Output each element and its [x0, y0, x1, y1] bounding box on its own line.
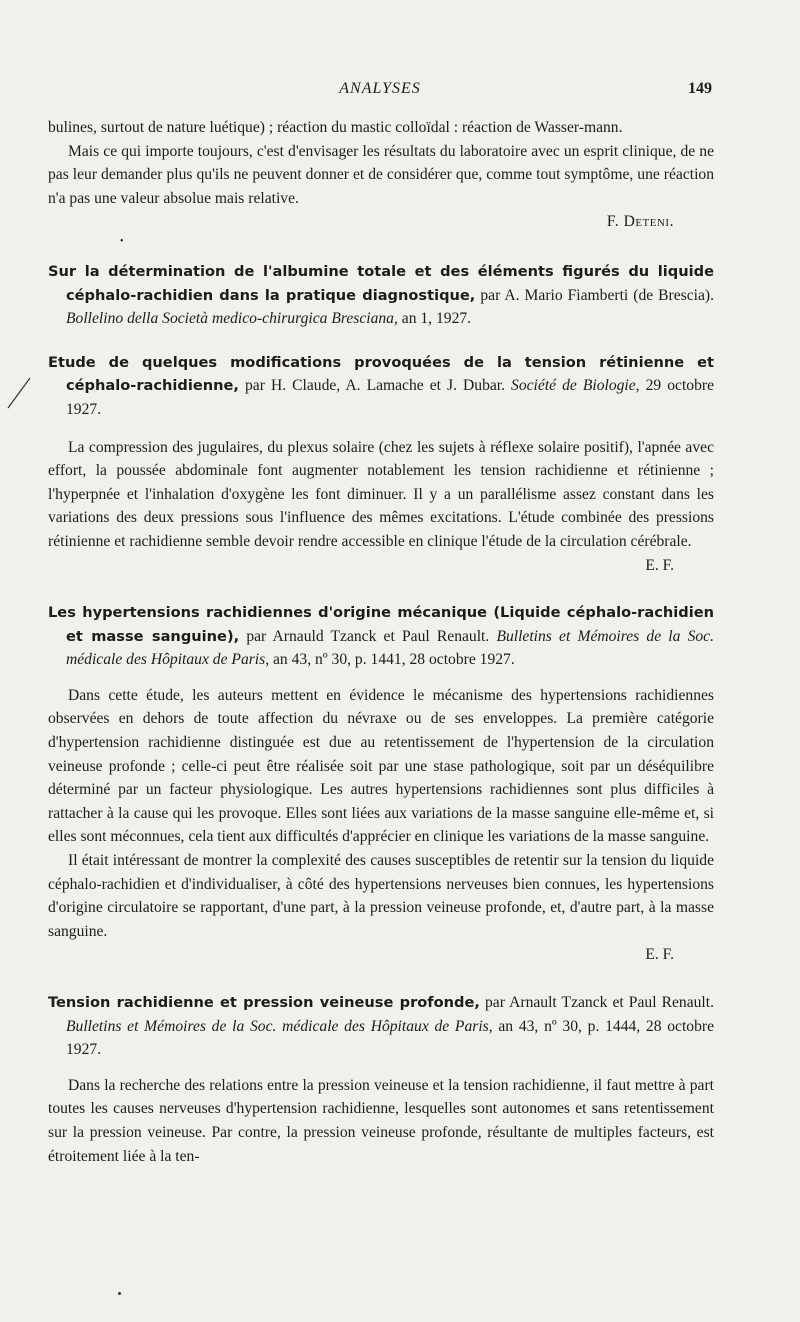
article-heading [48, 601, 714, 672]
article-heading [48, 991, 714, 1062]
article-journal: Société de Biologie, [511, 377, 640, 395]
signature: E. F. [645, 946, 674, 964]
article-title: Les hypertensions rachidiennes d'origine mécanique (Liquide céphalo-rachidien et masse sanguine), [48, 604, 714, 645]
article-journal: Bulletins et Mémoires de la Soc. médicale des Hôpitaux de Paris, [66, 627, 714, 669]
article-title: Tension rachidienne et pression veineuse profonde, [48, 994, 480, 1011]
page-body [48, 116, 714, 1168]
article-authors: par A. Mario Fiamberti (de Brescia). [475, 286, 714, 304]
paragraph: Dans cette étude, les auteurs mettent en évidence le mécanisme des hypertensions rachidiennes observées en dehors de toute affection du névraxe ou de ses enveloppes. La première catégorie d'hypertension rachidienne distinguée est due au retentissement de l'hypertension de la circulation veineuse profonde ; celle-ci peut être réalisée soit par une stase pathologique, soit par un déséquilibre déterminé par un facteur physiologique. Les autres hypertensions rachidiennes sont plus difficiles à rattacher à la cause qui les provoque. Elles sont liées aux variations de la masse sanguine elle-même et, si elles sont méconnues, cela tient aux difficultés d'apprécier en clinique les variations de la masse sanguine. [48, 686, 714, 846]
article-details: 29 octobre 1927. [66, 377, 714, 418]
article-details: an 43, nº 30, p. 1441, 28 octobre 1927. [269, 651, 515, 669]
article-authors: par Arnauld Tzanck et Paul Renault. [239, 627, 497, 645]
running-header [0, 80, 800, 104]
article-journal: Bollelino della Società medico-chirurgica Bresciana, [66, 310, 398, 328]
article-journal: Bulletins et Mémoires de la Soc. médicale des Hôpitaux de Paris, [66, 1017, 493, 1035]
article-authors: par Arnault Tzanck et Paul Renault. [479, 994, 714, 1011]
signature: E. F. [645, 556, 674, 574]
article-heading [48, 260, 714, 331]
paragraph: Dans la recherche des relations entre la pression veineuse et la tension rachidienne, il faut mettre à part toutes les causes nerveuses d'hypertension rachidienne, lesquelles sont autonomes et sans retentissement sur la pression veineuse. Par contre, la pression veineuse profonde, résultante de multiples facteurs, est étroitement liée à la ten- [48, 1076, 714, 1165]
signature: F. Deteni. [606, 213, 674, 231]
article-authors: par H. Claude, A. Lamache et J. Dubar. [238, 377, 512, 395]
margin-pencil-mark [6, 376, 34, 415]
paragraph: La compression des jugulaires, du plexus solaire (chez les sujets à réflexe solaire positif), l'apnée avec effort, la poussée abdominale font augmenter notablement les tension rachidienne et rétinienne ; l'hyperpnée et l'inhalation d'oxygène les font diminuer. Il y a un parallélisme assez constant dans les variations des deux pressions sous l'influence des mêmes excitations. L'étude combinée des pressions rétinienne et rachidienne semble devoir rendre accessible en clinique l'étude de la circulation cérébrale. [48, 438, 714, 550]
header-title: ANALYSES [339, 80, 421, 97]
article-details: an 1, 1927. [397, 310, 472, 328]
article-title: Etude de quelques modifications provoquées de la tension rétinienne et céphalo-rachidienne, [48, 353, 714, 395]
article-title: Sur la détermination de l'albumine totale et des éléments figurés du liquide céphalo-rachidien dans la pratique diagnostique, [48, 262, 714, 304]
paragraph: Mais ce qui importe toujours, c'est d'envisager les résultats du laboratoire avec un esprit clinique, de ne pas leur demander plus qu'ils ne peuvent donner et de considérer que, comme tout symptôme, une réaction n'a pas une valeur absolue mais relative. [48, 142, 714, 207]
article-heading [48, 351, 714, 422]
stray-dot: • [120, 236, 124, 247]
article-details: an 43, nº 30, p. 1444, 28 octobre 1927. [66, 1017, 715, 1059]
paragraph: Il était intéressant de montrer la complexité des causes susceptibles de retentir sur la tension du liquide céphalo-rachidien et d'individualiser, à côté des hypertensions nerveuses bien connues, les hypertensions d'origine circulatoire se rapportant, d'une part, à la pression veineuse profonde, et, d'autre part, à la masse sanguine. [48, 852, 714, 940]
stray-spot [118, 1292, 121, 1295]
paragraph: bulines, surtout de nature luétique) ; réaction du mastic colloïdal : réaction de Wasser-mann. [48, 119, 623, 136]
page-number: 149 [688, 80, 712, 97]
